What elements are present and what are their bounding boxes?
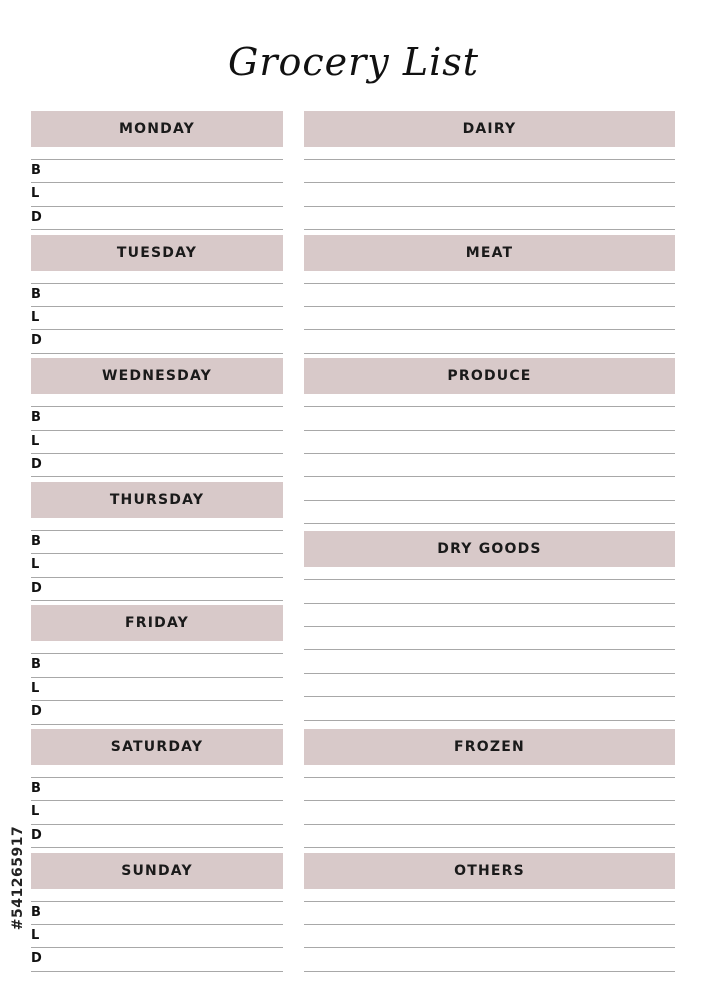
- writing-line[interactable]: [304, 947, 675, 948]
- writing-line[interactable]: [31, 229, 283, 230]
- writing-line[interactable]: [31, 824, 283, 825]
- meal-label: B: [31, 904, 41, 920]
- day-header-tuesday: TUESDAY: [31, 235, 283, 271]
- meal-label: L: [31, 186, 40, 202]
- writing-line[interactable]: [304, 182, 675, 183]
- writing-line[interactable]: [304, 159, 675, 160]
- writing-line[interactable]: [304, 353, 675, 354]
- meal-label: D: [31, 580, 42, 596]
- writing-line[interactable]: [31, 553, 283, 554]
- writing-line[interactable]: [304, 476, 675, 477]
- writing-line[interactable]: [31, 329, 283, 330]
- writing-line[interactable]: [304, 523, 675, 524]
- writing-line[interactable]: [304, 777, 675, 778]
- meal-label: L: [31, 433, 40, 449]
- writing-line[interactable]: [304, 696, 675, 697]
- category-header-meat: MEAT: [304, 235, 675, 271]
- writing-line[interactable]: [304, 329, 675, 330]
- meal-label: B: [31, 286, 41, 302]
- writing-line[interactable]: [304, 720, 675, 721]
- writing-line[interactable]: [31, 182, 283, 183]
- writing-line[interactable]: [304, 406, 675, 407]
- writing-line[interactable]: [31, 700, 283, 701]
- meal-label: D: [31, 704, 42, 720]
- day-header-sunday: SUNDAY: [31, 853, 283, 889]
- meal-label: L: [31, 680, 40, 696]
- writing-line[interactable]: [31, 430, 283, 431]
- category-header-produce: PRODUCE: [304, 358, 675, 394]
- writing-line[interactable]: [304, 924, 675, 925]
- meal-label: D: [31, 333, 42, 349]
- writing-line[interactable]: [31, 353, 283, 354]
- writing-line[interactable]: [304, 649, 675, 650]
- writing-line[interactable]: [31, 924, 283, 925]
- writing-line[interactable]: [31, 159, 283, 160]
- writing-line[interactable]: [304, 453, 675, 454]
- writing-line[interactable]: [31, 901, 283, 902]
- writing-line[interactable]: [304, 306, 675, 307]
- category-header-frozen: FROZEN: [304, 729, 675, 765]
- writing-line[interactable]: [304, 283, 675, 284]
- day-header-saturday: SATURDAY: [31, 729, 283, 765]
- writing-line[interactable]: [304, 579, 675, 580]
- writing-line[interactable]: [31, 947, 283, 948]
- writing-line[interactable]: [304, 824, 675, 825]
- writing-line[interactable]: [304, 603, 675, 604]
- stock-id-label: #541265917: [10, 825, 26, 931]
- day-header-wednesday: WEDNESDAY: [31, 358, 283, 394]
- writing-line[interactable]: [31, 453, 283, 454]
- writing-line[interactable]: [31, 577, 283, 578]
- writing-line[interactable]: [31, 406, 283, 407]
- category-header-dry-goods: DRY GOODS: [304, 531, 675, 567]
- meal-label: L: [31, 928, 40, 943]
- writing-line[interactable]: [304, 847, 675, 848]
- category-header-others: OTHERS: [304, 853, 675, 889]
- writing-line[interactable]: [31, 847, 283, 848]
- writing-line[interactable]: [31, 306, 283, 307]
- writing-line[interactable]: [304, 971, 675, 972]
- meal-label: D: [31, 457, 42, 472]
- writing-line[interactable]: [31, 800, 283, 801]
- page-title: Grocery List: [227, 40, 480, 84]
- day-header-monday: MONDAY: [31, 111, 283, 147]
- writing-line[interactable]: [31, 283, 283, 284]
- writing-line[interactable]: [304, 500, 675, 501]
- writing-line[interactable]: [31, 600, 283, 601]
- meal-label: L: [31, 804, 40, 820]
- writing-line[interactable]: [304, 430, 675, 431]
- meal-label: D: [31, 951, 42, 967]
- writing-line[interactable]: [31, 724, 283, 725]
- writing-line[interactable]: [31, 476, 283, 477]
- writing-line[interactable]: [31, 971, 283, 972]
- writing-line[interactable]: [31, 530, 283, 531]
- writing-line[interactable]: [304, 673, 675, 674]
- writing-line[interactable]: [304, 901, 675, 902]
- writing-line[interactable]: [304, 626, 675, 627]
- day-header-friday: FRIDAY: [31, 605, 283, 641]
- meal-label: B: [31, 533, 41, 549]
- writing-line[interactable]: [31, 206, 283, 207]
- writing-line[interactable]: [31, 777, 283, 778]
- writing-line[interactable]: [31, 653, 283, 654]
- writing-line[interactable]: [304, 229, 675, 230]
- meal-label: B: [31, 781, 41, 796]
- meal-label: L: [31, 310, 40, 325]
- meal-label: B: [31, 657, 41, 673]
- category-header-dairy: DAIRY: [304, 111, 675, 147]
- meal-label: D: [31, 827, 42, 843]
- meal-label: L: [31, 557, 40, 573]
- meal-label: B: [31, 410, 41, 426]
- writing-line[interactable]: [31, 677, 283, 678]
- writing-line[interactable]: [304, 800, 675, 801]
- meal-label: B: [31, 163, 41, 178]
- day-header-thursday: THURSDAY: [31, 482, 283, 518]
- meal-label: D: [31, 209, 42, 225]
- writing-line[interactable]: [304, 206, 675, 207]
